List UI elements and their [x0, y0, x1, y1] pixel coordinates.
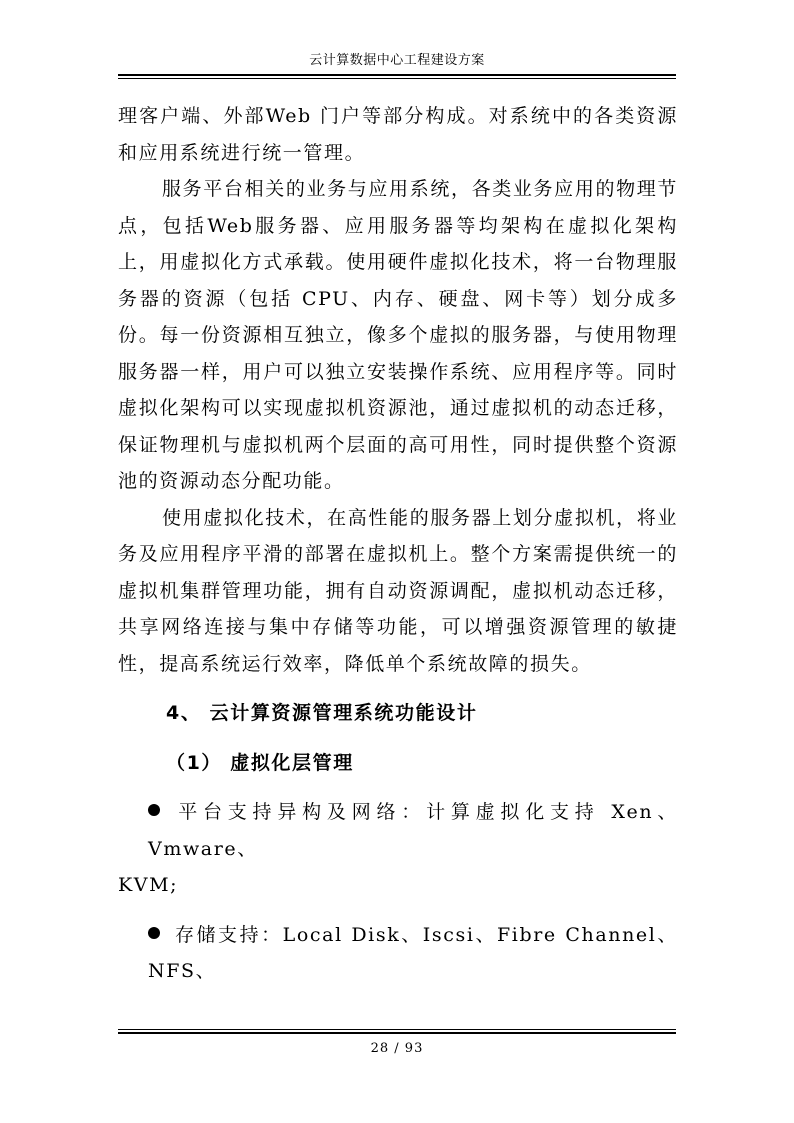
- bullet-text: 存储支持：Local Disk、Iscsi、Fibre Channel、NFS、: [148, 923, 678, 982]
- subsection-heading: （1） 虚拟化层管理: [166, 751, 354, 774]
- bullet-icon: [148, 804, 160, 816]
- bullet-item-platform: [118, 794, 678, 904]
- page-number: 28 / 93: [370, 1041, 424, 1056]
- bullet-text-wrap: KVM;: [118, 874, 179, 896]
- header-rule-thick: [118, 74, 676, 76]
- header-rule-thin: [118, 78, 676, 79]
- footer-rule-thick: [118, 1032, 676, 1034]
- footer-rule-thin: [118, 1029, 676, 1030]
- paragraph-service-platform: 服务平台相关的业务与应用系统，各类业务应用的物理节点，包括Web服务器、应用服务器等均架构在虚拟化架构上，用虚拟化方式承载。使用硬件虚拟化技术，将一台物理服务器的资源（包括 CPU、内存、硬盘、网卡等）划分成多份。每一份资源相互独立，像多个虚拟的服务器，与使用物理服务器一样，用户可以独立安装操作系统、应用程序等。同时虚拟化架构可以实现虚拟机资源池，通过虚拟机的动态迁移，保证物理机与虚拟机两个层面的高可用性，同时提供整个资源池的资源动态分配功能。: [118, 178, 678, 492]
- document-body: [118, 98, 678, 990]
- bullet-icon: [148, 927, 160, 939]
- section-heading: 4、 云计算资源管理系统功能设计: [166, 702, 478, 724]
- page-header: [118, 52, 676, 70]
- paragraph-continuation: 理客户端、外部Web 门户等部分构成。对系统中的各类资源和应用系统进行统一管理。: [118, 105, 678, 164]
- bullet-item-storage: [118, 917, 678, 990]
- paragraph-virtualization: 使用虚拟化技术，在高性能的服务器上划分虚拟机，将业务及应用程序平滑的部署在虚拟机上。整个方案需提供统一的虚拟机集群管理功能，拥有自动资源调配，虚拟机动态迁移，共享网络连接与集中存储等功能，可以增强资源管理的敏捷性，提高系统运行效率，降低单个系统故障的损失。: [118, 506, 678, 675]
- page-footer: [118, 1040, 676, 1058]
- header-title: 云计算数据中心工程建设方案: [309, 53, 485, 68]
- bullet-text: 平台支持异构及网络：计算虚拟化支持 Xen、Vmware、: [148, 801, 678, 860]
